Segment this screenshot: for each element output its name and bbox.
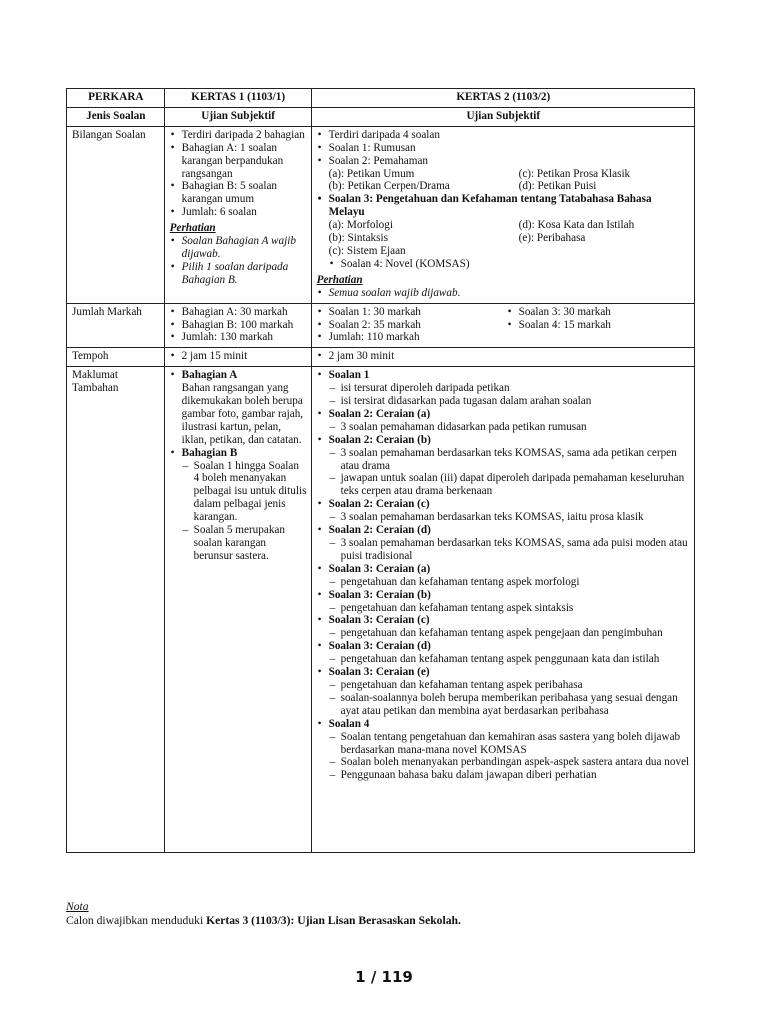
- sub-item: – soalan-soalannya boleh berupa memberikan peribahasa yang sesuai dengan ayat atau petikan dan membina ayat berdasarkan peribahasa: [329, 692, 690, 718]
- option-item: (b): Sintaksis: [328, 232, 388, 245]
- list-item: • Terdiri daripada 4 soalan: [317, 129, 690, 142]
- list-item: [317, 718, 690, 783]
- sub-item: – pengetahuan dan kefahaman tentang aspek sintaksis: [329, 602, 690, 615]
- list-item: • Soalan 2: 35 markah: [317, 319, 507, 332]
- list-item: • Soalan 4: Novel (KOMSAS): [329, 258, 690, 271]
- kertas2-tempoh-cell: [311, 348, 694, 367]
- section-title: Soalan 3: Ceraian (c): [328, 614, 430, 627]
- exam-format-table: [66, 88, 695, 853]
- soalan3-options: [329, 219, 690, 258]
- section-title: Soalan 2: Ceraian (a): [328, 407, 431, 420]
- sub-item: – pengetahuan dan kefahaman tentang aspek penggunaan kata dan istilah: [329, 653, 690, 666]
- section-title: Soalan 2: Ceraian (b): [328, 433, 431, 446]
- header-kertas1: KERTAS 1 (1103/1): [164, 89, 311, 108]
- kertas2-markah-cell: [311, 303, 694, 348]
- list-item: • Jumlah: 130 markah: [170, 331, 307, 344]
- list-item: • Jumlah: 6 soalan: [170, 206, 307, 219]
- list-item: • Soalan 4: 15 markah: [507, 319, 677, 332]
- nota-text-prefix: Calon diwajibkan menduduki: [66, 914, 207, 927]
- list-item: • Bahagian A: 1 soalan karangan berpandukan rangsangan: [170, 142, 307, 181]
- list-item: • Bahagian B: 5 soalan karangan umum: [170, 180, 307, 206]
- list-item: [317, 408, 690, 434]
- row-label: Bilangan Soalan: [67, 126, 165, 303]
- sub-item: – 3 soalan pemahaman berdasarkan teks KOMSAS, sama ada petikan cerpen atau drama: [329, 447, 690, 473]
- sub-item: – isi tersirat didasarkan pada tugasan dalam arahan soalan: [329, 395, 690, 408]
- sub-item: – Soalan 1 hingga Soalan 4 boleh menanyakan pelbagai isu untuk ditulis dalam pelbagai jenis karangan.: [182, 460, 307, 525]
- section-title: Soalan 3: Ceraian (d): [328, 640, 431, 653]
- list-item: [317, 589, 690, 615]
- subheader-jenis-soalan: Jenis Soalan: [67, 107, 165, 126]
- option-item: (c): Sistem Ejaan: [328, 244, 406, 257]
- page-indicator: 1 / 119: [355, 968, 413, 986]
- section-text: Bahan rangsangan yang dikemukakan boleh berupa gambar foto, gambar rajah, ilustrasi kartun, pelan, iklan, petikan, dan catatan.: [181, 382, 304, 446]
- section-title: Soalan 3: Ceraian (e): [328, 666, 430, 679]
- list-item: [317, 666, 690, 718]
- kertas1-maklumat-cell: [164, 367, 311, 853]
- option-item: (d): Kosa Kata dan Istilah: [518, 219, 635, 232]
- row-label: Maklumat Tambahan: [67, 367, 165, 853]
- option-item: (c): Petikan Prosa Klasik: [518, 167, 631, 180]
- row-bilangan-soalan: [67, 126, 695, 303]
- subheader-row: [67, 107, 695, 126]
- sub-item: – isi tersurat diperoleh daripada petikan: [329, 382, 690, 395]
- row-maklumat-tambahan: [67, 367, 695, 853]
- section-title: Soalan 3: Ceraian (a): [328, 562, 431, 575]
- sub-item: – pengetahuan dan kefahaman tentang aspek pengejaan dan pengimbuhan: [329, 627, 690, 640]
- option-item: (b): Petikan Cerpen/Drama: [328, 180, 450, 193]
- sub-item: – pengetahuan dan kefahaman tentang aspek morfologi: [329, 576, 690, 589]
- list-item: [317, 640, 690, 666]
- section-title: Soalan 2: Ceraian (c): [328, 498, 430, 511]
- list-item: • Bahagian A: 30 markah: [170, 306, 307, 319]
- list-item: • 2 jam 15 minit: [170, 350, 307, 363]
- sub-item: – 3 soalan pemahaman berdasarkan teks KOMSAS, iaitu prosa klasik: [329, 511, 690, 524]
- sub-item: – Soalan 5 merupakan soalan karangan berunsur sastera.: [182, 524, 307, 563]
- list-item: [317, 614, 690, 640]
- nota-text-bold: Kertas 3 (1103/3): Ujian Lisan Berasaskan Sekolah.: [206, 914, 461, 927]
- sub-item: – Soalan tentang pengetahuan dan kemahiran asas sastera yang boleh dijawab berdasarkan mana-mana novel KOMSAS: [329, 731, 690, 757]
- note-item: • Soalan Bahagian A wajib dijawab.: [170, 235, 307, 261]
- subheader-kertas1-type: Ujian Subjektif: [164, 107, 311, 126]
- section-title: Soalan 3: Ceraian (b): [328, 588, 431, 601]
- option-item: (a): Petikan Umum: [328, 167, 415, 180]
- option-item: (d): Petikan Puisi: [518, 180, 597, 193]
- section-title: Soalan 1: [328, 369, 370, 382]
- list-item: [317, 498, 690, 524]
- list-item: [170, 447, 307, 563]
- list-item: • Terdiri daripada 2 bahagian: [170, 129, 307, 142]
- row-jumlah-markah: [67, 303, 695, 348]
- list-item: • Soalan 3: 30 markah: [507, 306, 677, 319]
- kertas1-bilangan-cell: [164, 126, 311, 303]
- note-item: • Semua soalan wajib dijawab.: [317, 287, 690, 300]
- list-item: [317, 369, 690, 408]
- list-item: • 2 jam 30 minit: [317, 350, 690, 363]
- footer-note: [66, 900, 695, 928]
- section-title: Bahagian A: [181, 369, 238, 382]
- kertas2-maklumat-cell: [311, 367, 694, 853]
- option-item: [519, 245, 689, 258]
- note-heading: Perhatian: [169, 222, 216, 235]
- sub-item: – Soalan boleh menanyakan perbandingan aspek-aspek sastera antara dua novel: [329, 756, 690, 769]
- kertas2-maklumat-list: [317, 369, 690, 782]
- row-label: Tempoh: [67, 348, 165, 367]
- section-title: Soalan 2: Ceraian (d): [328, 524, 431, 537]
- note-heading: Perhatian: [316, 273, 363, 286]
- section-title: Soalan 4: [328, 717, 370, 730]
- sub-item: – jawapan untuk soalan (iii) dapat diperoleh daripada pemahaman keseluruhan teks cerpen atau drama berkenaan: [329, 472, 690, 498]
- note-item: • Pilih 1 soalan daripada Bahagian B.: [170, 261, 307, 287]
- list-item: • Soalan 1: Rumusan: [317, 142, 690, 155]
- option-item: (e): Peribahasa: [518, 232, 586, 245]
- row-label: Jumlah Markah: [67, 303, 165, 348]
- nota-text: [66, 914, 695, 928]
- list-item: • Jumlah: 110 markah: [317, 331, 507, 344]
- list-item: [317, 563, 690, 589]
- sub-item: – 3 soalan pemahaman berdasarkan teks KOMSAS, sama ada puisi moden atau puisi tradisional: [329, 537, 690, 563]
- kertas1-markah-cell: [164, 303, 311, 348]
- header-row: [67, 89, 695, 108]
- header-perkara: PERKARA: [67, 89, 165, 108]
- option-item: (a): Morfologi: [328, 219, 393, 232]
- list-item: [170, 369, 307, 446]
- soalan2-options: [329, 168, 690, 194]
- list-item: • Soalan 2: Pemahaman: [317, 155, 690, 168]
- nota-label: Nota: [66, 900, 89, 913]
- row-tempoh: [67, 348, 695, 367]
- list-item: [317, 434, 690, 499]
- sub-item: – Penggunaan bahasa baku dalam jawapan diberi perhatian: [329, 769, 690, 782]
- list-item: • Bahagian B: 100 markah: [170, 319, 307, 332]
- sub-item: – 3 soalan pemahaman didasarkan pada petikan rumusan: [329, 421, 690, 434]
- sub-item: – pengetahuan dan kefahaman tentang aspek peribahasa: [329, 679, 690, 692]
- list-item: [317, 524, 690, 563]
- subheader-kertas2-type: Ujian Subjektif: [311, 107, 694, 126]
- kertas1-tempoh-cell: [164, 348, 311, 367]
- header-kertas2: KERTAS 2 (1103/2): [311, 89, 694, 108]
- kertas2-bilangan-cell: [311, 126, 694, 303]
- section-title: Bahagian B: [181, 446, 238, 459]
- list-item: • Soalan 1: 30 markah: [317, 306, 507, 319]
- list-item: • Soalan 3: Pengetahuan dan Kefahaman tentang Tatabahasa Bahasa Melayu: [317, 193, 690, 219]
